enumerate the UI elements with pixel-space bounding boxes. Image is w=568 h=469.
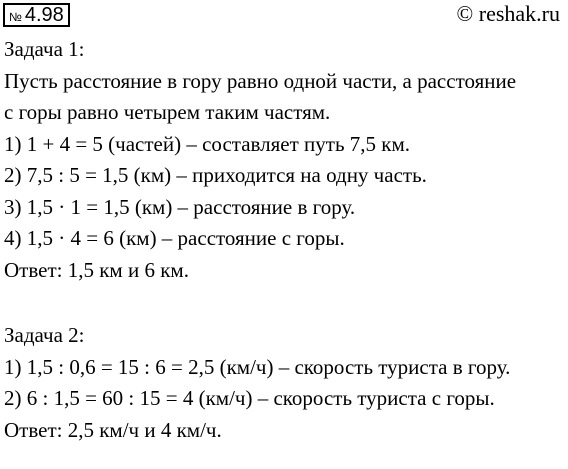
task2-answer: Ответ: 2,5 км/ч и 4 км/ч. — [4, 417, 222, 442]
task2-title: Задача 2: — [4, 323, 85, 347]
problem-number: 4.98 — [24, 4, 64, 26]
task1-condition-line-1: Пусть расстояние в гору равно одной части, а расстояние — [4, 68, 517, 93]
task1-step-2: 2) 7,5 : 5 = 1,5 (км) – приходится на одну часть. — [4, 163, 427, 187]
number-sign: № — [9, 10, 22, 24]
task1-step-3: 3) 1,5 · 1 = 1,5 (км) – расстояние в гору. — [4, 194, 356, 219]
task2-step-2: 2) 6 : 1,5 = 60 : 15 = 4 (км/ч) – скорость туриста с горы. — [4, 386, 495, 410]
task1-step-1: 1) 1 + 4 = 5 (частей) – составляет путь 7,5 км. — [4, 131, 411, 156]
task1-step-4: 4) 1,5 · 4 = 6 (км) – расстояние с горы. — [4, 226, 345, 250]
solution-content — [4, 34, 564, 446]
task2-step-1: 1) 1,5 : 0,6 = 15 : 6 = 2,5 (км/ч) – скорость туриста в гору. — [4, 354, 511, 379]
task1-condition-line-2: с горы равно четырем таким частям. — [4, 100, 331, 124]
task1-title: Задача 1: — [4, 37, 85, 61]
header — [0, 0, 568, 30]
section-gap — [4, 286, 564, 320]
problem-number-badge — [3, 3, 70, 27]
task1-answer: Ответ: 1,5 км и 6 км. — [4, 257, 189, 282]
watermark: © reshak.ru — [456, 1, 560, 26]
